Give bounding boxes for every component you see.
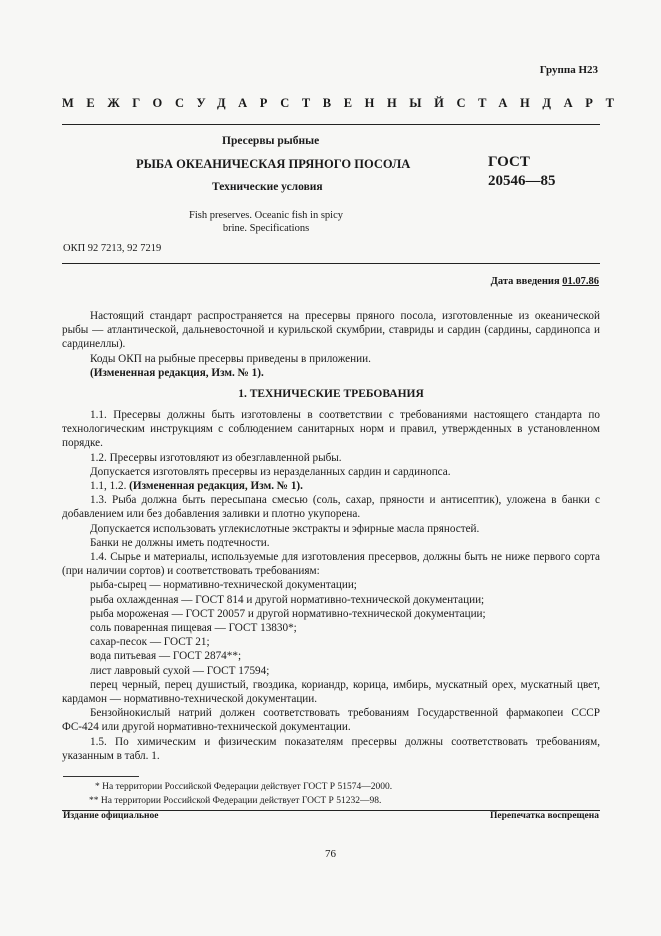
english-title-line2: brine. Specifications: [222, 223, 310, 234]
raw-material-item: соль поваренная пищевая — ГОСТ 13830*;: [90, 622, 297, 635]
english-title: [150, 209, 382, 235]
clause-1-2: 1.2. Пресервы изготовляют из обезглавленной рыбы.: [90, 451, 342, 464]
benzoate-paragraph: Бензойнокислый натрий должен соответствовать требованиям Государственной фармакопеи СССР ФС-424 или другой нормативно-технической документации.: [62, 707, 600, 734]
clause-1-1: 1.1. Пресервы должны быть изготовлены в соответствии с требованиями настоящего стандарта по технологическим инструкциям с соблюдением санитарных норм и правил, утвержденных в установленном порядке.: [62, 409, 600, 450]
banner-word-standard: СТАНДАРТ: [456, 96, 627, 110]
okp-codes: ОКП 92 7213, 92 7219: [63, 243, 162, 254]
reprint-prohibited: Перепечатка воспрещена: [489, 811, 599, 821]
clause-1-5: 1.5. По химическим и физическим показателям пресервы должны соответствовать требованиям, указанным в табл. 1.: [62, 735, 600, 762]
footnote-2: ** На территории Российской Федерации действует ГОСТ Р 51232—98.: [89, 796, 382, 806]
raw-material-item: рыба охлажденная — ГОСТ 814 и другой нормативно-технической документации;: [90, 593, 485, 606]
gost-code: 20546—85: [488, 173, 556, 189]
footnote-1: * На территории Российской Федерации действует ГОСТ Р 51574—2000.: [95, 782, 393, 792]
amendment-text: (Измененная редакция, Изм. № 1).: [129, 480, 303, 493]
standard-banner: [62, 96, 627, 111]
top-rule: [62, 124, 600, 125]
intro-amendment: (Измененная редакция, Изм. № 1).: [90, 366, 264, 379]
intro-okp-paragraph: Коды ОКП на рыбные пресервы приведены в приложении.: [90, 352, 371, 365]
amendment-prefix: 1.1, 1.2.: [90, 480, 127, 493]
amendment-1-1-1-2: [62, 479, 600, 493]
raw-material-item: сахар-песок — ГОСТ 21;: [90, 636, 210, 649]
intro-paragraph: Настоящий стандарт распространяется на пресервы пряного посола, изготовленные из океанической рыбы — атлантической, дальневосточной и курильской скумбрии, ставриды и сардин (сардины, сардинопса и сардинеллы).: [62, 310, 600, 351]
doc-title: РЫБА ОКЕАНИЧЕСКАЯ ПРЯНОГО ПОСОЛА: [136, 157, 411, 171]
gost-number: [488, 153, 556, 191]
banner-word-interstate: МЕЖГОСУДАРСТВЕННЫЙ: [62, 96, 457, 110]
introduction-date: [491, 276, 599, 287]
section-heading: 1. ТЕХНИЧЕСКИЕ ТРЕБОВАНИЯ: [238, 388, 424, 400]
doc-subtitle: Пресервы рыбные: [222, 135, 320, 147]
clause-1-4: 1.4. Сырье и материалы, используемые для изготовления пресервов, должны быть не ниже первого сорта (при наличии сортов) и соответствовать требованиям:: [62, 551, 600, 578]
clause-1-3-extracts: Допускается использовать углекислотные экстракты и эфирные масла пряностей.: [90, 522, 480, 535]
official-edition: Издание официальное: [63, 811, 159, 821]
doc-tech-conditions: Технические условия: [212, 181, 323, 193]
group-code: Группа Н23: [539, 64, 598, 76]
date-label: Дата введения: [490, 276, 560, 287]
clause-1-2-allow: Допускается изготовлять пресервы из неразделанных сардин и сардинопса.: [90, 465, 451, 478]
intro-block: [62, 309, 600, 380]
gost-label: ГОСТ: [488, 154, 530, 170]
raw-material-item: рыба-сырец — нормативно-технической документации;: [90, 579, 357, 592]
spices-paragraph: перец черный, перец душистый, гвоздика, кориандр, корица, имбирь, мускатный орех, мускатный цвет, кардамон — нормативно-технической документации.: [62, 678, 600, 706]
middle-rule: [62, 263, 600, 264]
section-1-block: [62, 408, 600, 763]
raw-material-item: вода питьевая — ГОСТ 2874**;: [90, 650, 242, 663]
date-value: 01.07.86: [562, 276, 599, 287]
english-title-line1: Fish preserves. Oceanic fish in spicy: [189, 210, 343, 221]
raw-material-item: лист лавровый сухой — ГОСТ 17594;: [90, 664, 270, 677]
raw-material-item: рыба мороженая — ГОСТ 20057 и другой нормативно-технической документации;: [90, 607, 486, 620]
page-number: 76: [325, 848, 336, 860]
clause-1-3-cans: Банки не должны иметь подтечности.: [90, 536, 270, 549]
footnote-rule: [63, 776, 139, 777]
clause-1-3: 1.3. Рыба должна быть пересыпана смесью (соль, сахар, пряности и антисептик), уложена в банки с добавлением или без добавления заливки и плотно укупорена.: [62, 494, 600, 521]
